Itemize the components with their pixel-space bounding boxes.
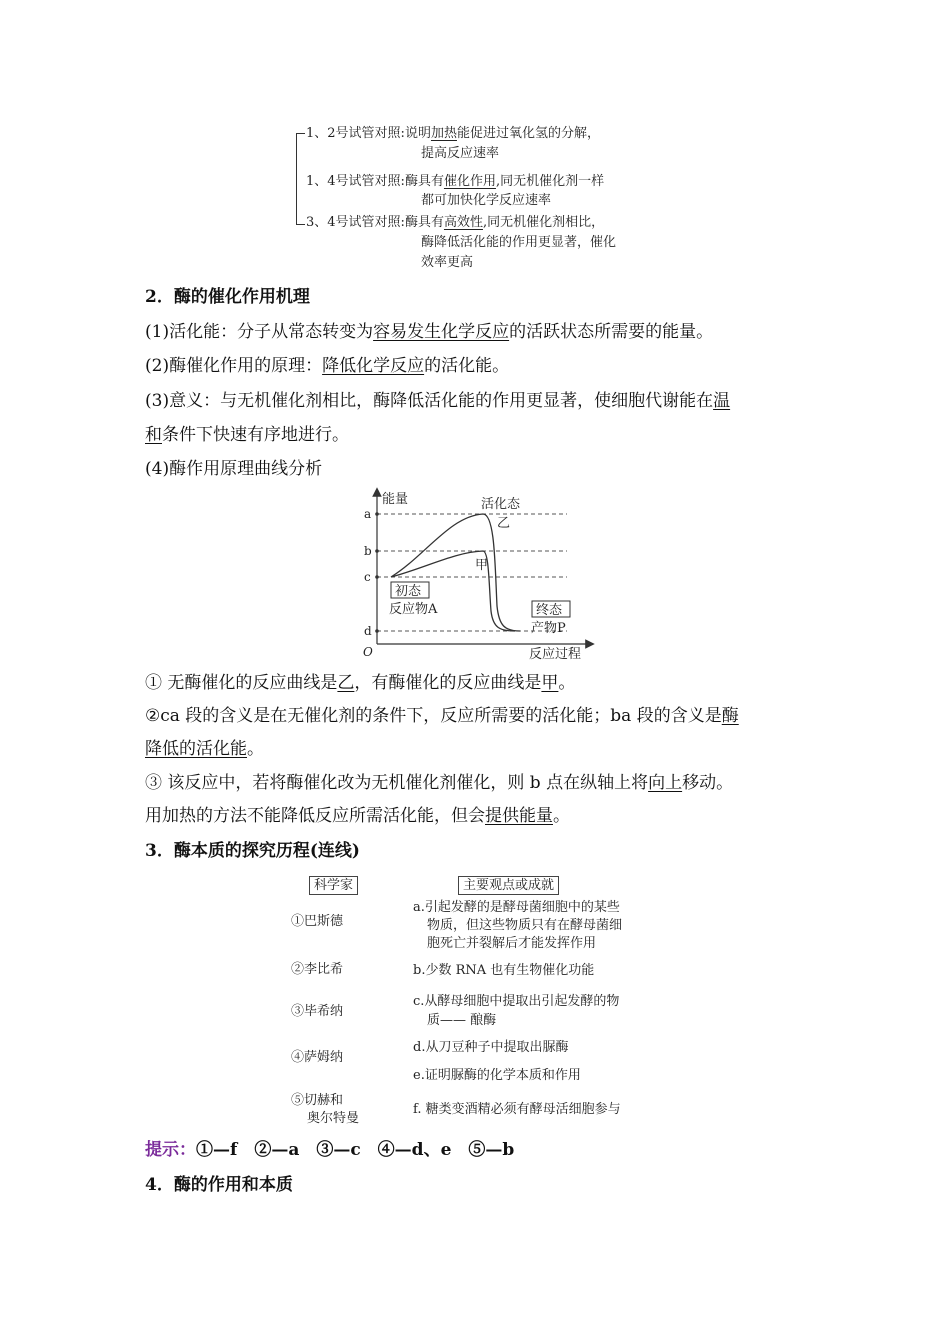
paragraph-significance-line1: (3)意义：与无机催化剂相比，酶降低活化能的作用更显著，使细胞代谢能在温 <box>145 391 731 411</box>
figure-row-1-line2: 提高反应速率 <box>421 146 500 161</box>
scientist-header: 科学家 <box>309 876 358 895</box>
scientist-5: ⑤切赫和 <box>291 1093 344 1108</box>
paragraph-significance-line2: 和条件下快速有序地进行。 <box>145 425 349 445</box>
bracket-line <box>296 133 305 225</box>
analysis-line-2: ②ca 段的含义是在无催化剂的条件下，反应所需要的活化能；ba 段的含义是酶 <box>145 706 739 726</box>
peak-state-label: 活化态 <box>481 497 521 512</box>
view-a-line3: 胞死亡并裂解后才能发挥作用 <box>427 936 597 951</box>
analysis-line-4: 用加热的方法不能降低反应所需活化能，但会提供能量。 <box>145 806 570 826</box>
analysis-line-3: ③ 该反应中，若将酶催化改为无机催化剂催化，则 b 点在纵轴上将向上移动。 <box>145 773 734 793</box>
initial-state-label: 初态 <box>395 584 422 599</box>
curve-jia-label: 甲 <box>475 558 489 573</box>
hint-line <box>145 1139 514 1161</box>
level-a-label: a <box>364 507 372 521</box>
figure-row-2-line2: 都可加快化学反应速率 <box>421 193 552 208</box>
section-4-heading: 4．酶的作用和本质 <box>145 1175 293 1195</box>
view-c-line2: 质—— 酿酶 <box>427 1013 497 1028</box>
scientist-1: ①巴斯德 <box>291 914 344 929</box>
hint-answers: ①—f ②—a ③—c ④—d、e ⑤—b <box>196 1140 515 1160</box>
view-d: d.从刀豆种子中提取出脲酶 <box>413 1040 569 1055</box>
energy-diagram <box>355 486 600 662</box>
paragraph-principle: (2)酶催化作用的原理：降低化学反应的活化能。 <box>145 356 510 376</box>
section-2-heading: 2．酶的催化作用机理 <box>145 287 310 307</box>
view-f: f. 糖类变酒精必须有酵母活细胞参与 <box>413 1102 621 1117</box>
scientist-5-line2: 奥尔特曼 <box>307 1111 360 1126</box>
final-state-label: 终态 <box>536 603 563 618</box>
figure-row-3: 3、4号试管对照:酶具有高效性,同无机催化剂相比， <box>306 215 605 230</box>
curve-yi-label: 乙 <box>497 516 511 531</box>
level-d-label: d <box>364 624 372 638</box>
origin-label: O <box>363 645 373 659</box>
view-a-line1: a.引起发酵的是酵母菌细胞中的某些 <box>413 900 620 915</box>
hint-label: 提示： <box>145 1140 196 1160</box>
y-axis-label: 能量 <box>382 492 409 507</box>
level-b-label: b <box>364 544 372 558</box>
views-header: 主要观点或成就 <box>458 876 559 895</box>
figure-row-2: 1、4号试管对照:酶具有催化作用,同无机催化剂一样 <box>306 174 605 189</box>
view-b: b.少数 RNA 也有生物催化功能 <box>413 963 595 978</box>
figure-row-1: 1、2号试管对照:说明加热能促进过氧化氢的分解， <box>306 126 600 141</box>
figure-row-3-line2: 酶降低活化能的作用更显著，催化 <box>421 235 617 250</box>
product-label: 产物P <box>531 621 566 636</box>
view-c-line1: c.从酵母细胞中提取出引起发酵的物 <box>413 994 620 1009</box>
figure-row-3-line3: 效率更高 <box>421 255 474 270</box>
view-e: e.证明脲酶的化学本质和作用 <box>413 1068 581 1083</box>
scientist-4: ④萨姆纳 <box>291 1050 344 1065</box>
view-a-line2: 物质，但这些物质只有在酵母菌细 <box>427 918 623 933</box>
level-c-label: c <box>364 570 371 584</box>
reactant-label: 反应物A <box>389 602 438 617</box>
scientist-3: ③毕希纳 <box>291 1004 344 1019</box>
x-axis-label: 反应过程 <box>529 647 582 662</box>
paragraph-curve-analysis: (4)酶作用原理曲线分析 <box>145 459 323 479</box>
analysis-line-1: ① 无酶催化的反应曲线是乙，有酶催化的反应曲线是甲。 <box>145 673 576 693</box>
paragraph-activation-energy: (1)活化能：分子从常态转变为容易发生化学反应的活跃状态所需要的能量。 <box>145 322 714 342</box>
analysis-line-2b: 降低的活化能。 <box>145 739 264 759</box>
section-3-heading: 3．酶本质的探究历程(连线) <box>145 841 360 861</box>
scientist-2: ②李比希 <box>291 962 344 977</box>
